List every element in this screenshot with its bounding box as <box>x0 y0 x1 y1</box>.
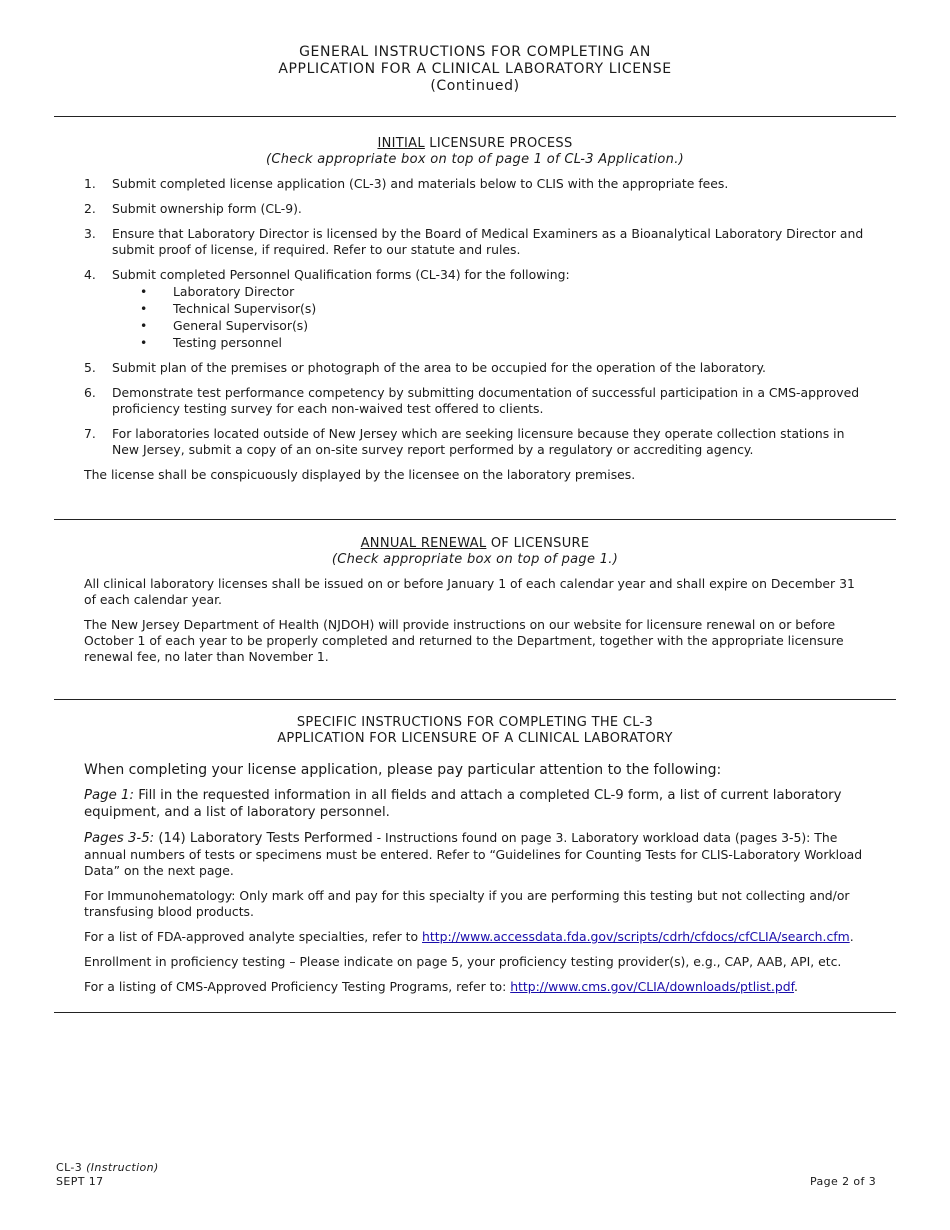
specific-section-heading <box>0 715 950 747</box>
form-code: CL-3 <box>56 1161 83 1174</box>
fda-specialties-line: For a list of FDA-approved analyte specialties, refer to http://www.accessdata.fda.gov/scripts/cdrh/cfdocs/cfCLIA/search.cfm. <box>84 929 854 944</box>
cms-link[interactable]: http://www.cms.gov/CLIA/downloads/ptlist.pdf <box>510 979 795 994</box>
renewal-paragraph-1: All clinical laboratory licenses shall be issued on or before January 1 of each calendar year and shall expire on December 31 of each calendar year. <box>84 576 855 607</box>
initial-heading-rest: LICENSURE PROCESS <box>424 136 573 151</box>
page-number: Page 2 of 3 <box>810 1175 877 1188</box>
renewal-subheading: (Check appropriate box on top of page 1.) <box>331 552 619 567</box>
pages3-5-instruction: Pages 3-5: (14) Laboratory Tests Performed - Instructions found on page 3. Laboratory workload data (pages 3-5): The annual numbers of tests or specimens must be entered. Refer to “Guidelines for Counting Tests for CLIS-Laboratory Workload Data” on the next page. <box>84 830 863 878</box>
initial-heading-underlined: INITIAL <box>377 136 425 151</box>
personnel-item: • Testing personnel <box>140 335 282 350</box>
specific-heading-line-2: APPLICATION FOR LICENSURE OF A CLINICAL LABORATORY <box>277 731 673 746</box>
divider <box>54 699 896 700</box>
personnel-item: • Laboratory Director <box>140 284 295 299</box>
immunohematology-note: For Immunohematology: Only mark off and pay for this specialty if you are performing this testing but not collecting and/or transfusing blood products. <box>84 888 850 919</box>
renewal-paragraph-2: The New Jersey Department of Health (NJDOH) will provide instructions on our website for licensure renewal on or before October 1 of each year to be properly completed and returned to the Department, together with the appropriate licensure renewal fee, no later than November 1. <box>84 617 844 664</box>
divider <box>54 116 896 117</box>
license-display-note: The license shall be conspicuously displayed by the licensee on the laboratory premises. <box>84 467 636 482</box>
list-item: 5. Submit plan of the premises or photograph of the area to be occupied for the operation of the laboratory. <box>84 360 766 375</box>
initial-section-heading <box>0 136 950 168</box>
specific-intro: When completing your license application, please pay particular attention to the following: <box>84 762 722 778</box>
title-line-3: (Continued) <box>430 78 520 94</box>
renewal-heading-underlined: ANNUAL RENEWAL <box>360 536 487 551</box>
document-title <box>0 44 950 95</box>
form-date: SEPT 17 <box>56 1175 104 1188</box>
list-item: 2. Submit ownership form (CL-9). <box>84 201 302 216</box>
enrollment-note: Enrollment in proficiency testing – Please indicate on page 5, your proficiency testing provider(s), e.g., CAP, AAB, API, etc. <box>84 954 842 969</box>
title-line-1: GENERAL INSTRUCTIONS FOR COMPLETING AN <box>299 44 651 60</box>
personnel-item: • General Supervisor(s) <box>140 318 309 333</box>
specific-heading-line-1: SPECIFIC INSTRUCTIONS FOR COMPLETING THE CL-3 <box>296 715 654 730</box>
list-item: 4. Submit completed Personnel Qualification forms (CL-34) for the following: • Laboratory Director • Technical Supervisor(s) • General Supervisor(s) • Testing personnel <box>84 267 868 351</box>
personnel-item: • Technical Supervisor(s) <box>140 301 317 316</box>
footer-form-info <box>56 1161 159 1189</box>
list-item: 7. For laboratories located outside of New Jersey which are seeking licensure because they operate collection stations in New Jersey, submit a copy of an on-site survey report performed by a regulatory or accrediting agency. <box>84 426 845 457</box>
fda-link[interactable]: http://www.accessdata.fda.gov/scripts/cdrh/cfdocs/cfCLIA/search.cfm <box>422 929 850 944</box>
specific-section-body <box>84 762 868 1004</box>
page1-instruction: Page 1: Fill in the requested information in all fields and attach a completed CL-9 form, a list of current laboratory equipment, and a list of laboratory personnel. <box>84 788 842 820</box>
title-line-2: APPLICATION FOR A CLINICAL LABORATORY LICENSE <box>278 61 672 77</box>
form-note: (Instruction) <box>86 1161 159 1174</box>
initial-section-body <box>84 176 868 492</box>
initial-steps-list <box>84 176 868 458</box>
list-item: 1. Submit completed license application (CL-3) and materials below to CLIS with the appropriate fees. <box>84 176 729 191</box>
list-item: 3. Ensure that Laboratory Director is licensed by the Board of Medical Examiners as a Bioanalytical Laboratory Director and submit proof of license, if required. Refer to our statute and rules. <box>84 226 864 257</box>
renewal-section-body <box>84 576 868 674</box>
renewal-section-heading <box>0 536 950 568</box>
cms-programs-line: For a listing of CMS-Approved Proficiency Testing Programs, refer to: http://www.cms.gov/CLIA/downloads/ptlist.pdf. <box>84 979 798 994</box>
divider <box>54 1012 896 1013</box>
divider <box>54 519 896 520</box>
initial-subheading: (Check appropriate box on top of page 1 of CL-3 Application.) <box>265 152 685 167</box>
list-item: 6. Demonstrate test performance competency by submitting documentation of successful participation in a CMS-approved proficiency testing survey for each non-waived test offered to clients. <box>84 385 860 416</box>
personnel-list <box>112 283 868 351</box>
renewal-heading-rest: OF LICENSURE <box>486 536 590 551</box>
